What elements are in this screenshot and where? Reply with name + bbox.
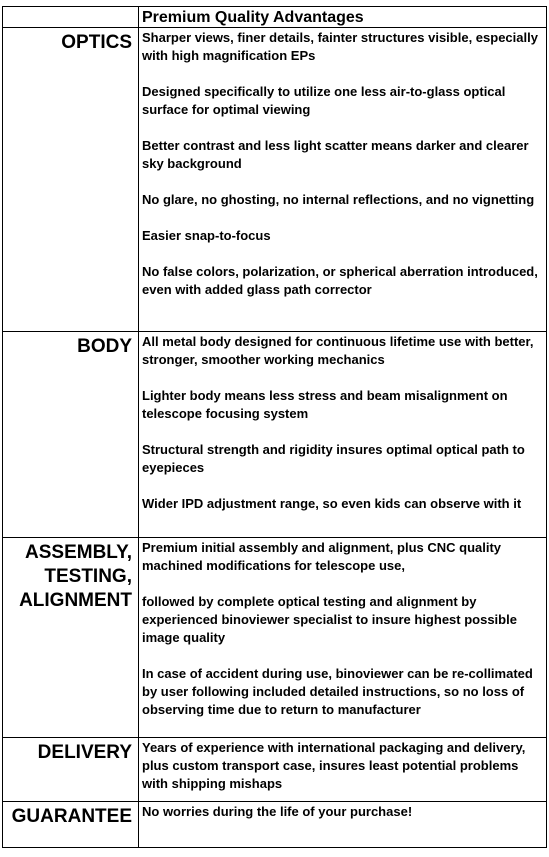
category-label: ASSEMBLY, bbox=[25, 542, 132, 563]
list-item: In case of accident during use, binoviewer can be re-collimated by user following included detailed instructions, so no loss of observing time due to return to manufacturer bbox=[142, 666, 533, 717]
list-item: Premium initial assembly and alignment, plus CNC quality machined modifications for telescope use, bbox=[142, 540, 502, 573]
category-label: DELIVERY bbox=[37, 742, 132, 763]
category-delivery bbox=[3, 738, 139, 802]
category-optics bbox=[3, 28, 139, 332]
category-guarantee bbox=[3, 802, 139, 848]
items-assembly bbox=[139, 538, 547, 738]
list-item: Sharper views, finer details, fainter structures visible, especially with high magnification EPs bbox=[142, 30, 538, 63]
category-label: GUARANTEE bbox=[11, 806, 132, 827]
list-item: Easier snap-to-focus bbox=[142, 228, 271, 243]
category-label: TESTING, bbox=[44, 566, 132, 587]
category-assembly bbox=[3, 538, 139, 738]
section-row-body bbox=[3, 332, 547, 538]
advantages-table bbox=[2, 6, 547, 848]
items-optics bbox=[139, 28, 547, 332]
list-item: All metal body designed for continuous lifetime use with better, stronger, smoother working mechanics bbox=[142, 334, 534, 367]
list-item: No glare, no ghosting, no internal reflections, and no vignetting bbox=[142, 192, 535, 207]
category-label: BODY bbox=[77, 336, 132, 357]
list-item: No false colors, polarization, or spherical aberration introduced, even with added glass path corrector bbox=[142, 264, 538, 297]
list-item: No worries during the life of your purchase! bbox=[142, 804, 413, 819]
items-delivery bbox=[139, 738, 547, 802]
header-row bbox=[3, 7, 547, 28]
section-row-assembly bbox=[3, 538, 547, 738]
list-item: Years of experience with international packaging and delivery, plus custom transport case, insures least potential problems with shipping mishaps bbox=[142, 740, 526, 791]
category-body bbox=[3, 332, 139, 538]
section-row-delivery bbox=[3, 738, 547, 802]
section-row-optics bbox=[3, 28, 547, 332]
list-item: Structural strength and rigidity insures optimal optical path to eyepieces bbox=[142, 442, 525, 475]
list-item: followed by complete optical testing and alignment by experienced binoviewer specialist to insure highest possible image quality bbox=[142, 594, 517, 645]
list-item: Wider IPD adjustment range, so even kids can observe with it bbox=[142, 496, 522, 511]
category-label: OPTICS bbox=[61, 32, 132, 53]
table-title: Premium Quality Advantages bbox=[139, 7, 547, 28]
list-item: Lighter body means less stress and beam misalignment on telescope focusing system bbox=[142, 388, 508, 421]
items-guarantee bbox=[139, 802, 547, 848]
header-corner-cell bbox=[3, 7, 139, 28]
items-body bbox=[139, 332, 547, 538]
list-item: Designed specifically to utilize one less air-to-glass optical surface for optimal viewing bbox=[142, 84, 506, 117]
section-row-guarantee bbox=[3, 802, 547, 848]
list-item: Better contrast and less light scatter means darker and clearer sky background bbox=[142, 138, 529, 171]
category-label: ALIGNMENT bbox=[19, 590, 132, 611]
